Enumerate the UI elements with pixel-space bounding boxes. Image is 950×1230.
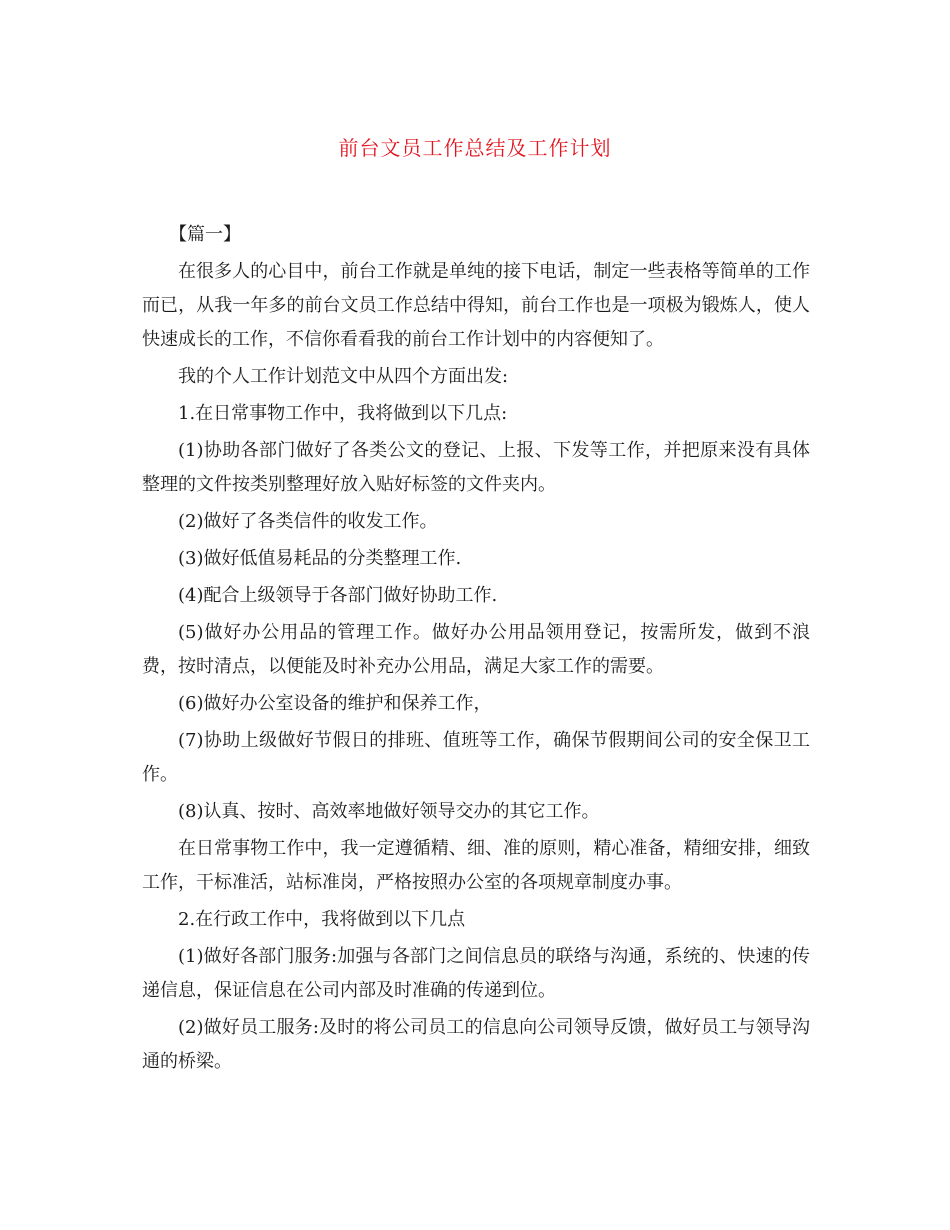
paragraph-item-1: (1)协助各部门做好了各类公文的登记、上报、下发等工作，并把原来没有具体整理的文件按类别整理好放入贴好标签的文件夹内。 (142, 440, 810, 495)
paragraph-item-8: (8)认真、按时、高效率地做好领导交办的其它工作。 (178, 801, 600, 822)
paragraph-item-3: (3)做好低值易耗品的分类整理工作. (178, 548, 462, 569)
paragraph-heading-daily: 1.在日常事物工作中，我将做到以下几点: (178, 403, 508, 424)
document-title: 前台文员工作总结及工作计划 (338, 136, 612, 160)
paragraph-admin-item-2: (2)做好员工服务:及时的将公司员工的信息向公司领导反馈，做好员工与领导沟通的桥梁。 (142, 1017, 810, 1072)
paragraph-item-2: (2)做好了各类信件的收发工作。 (178, 511, 438, 532)
paragraph-intro: 在很多人的心目中，前台工作就是单纯的接下电话，制定一些表格等简单的工作而已，从我一年多的前台文员工作总结中得知，前台工作也是一项极为锻炼人，使人快速成长的工作，不信你看看我的前台工作计划中的内容便知了。 (142, 261, 810, 350)
paragraph-item-6: (6)做好办公室设备的维护和保养工作， (178, 693, 492, 714)
document-body (142, 218, 810, 1082)
paragraph-item-4: (4)配合上级领导于各部门做好协助工作. (178, 585, 498, 606)
paragraph-item-7: (7)协助上级做好节假日的排班、值班等工作，确保节假期间公司的安全保卫工作。 (142, 730, 810, 785)
paragraph-plan-overview: 我的个人工作计划范文中从四个方面出发: (178, 366, 509, 387)
section-tag: 【篇一】 (169, 224, 241, 245)
paragraph-item-5: (5)做好办公用品的管理工作。做好办公用品领用登记，按需所发，做到不浪费，按时清点，以便能及时补充办公用品，满足大家工作的需要。 (142, 622, 810, 677)
paragraph-admin-item-1: (1)做好各部门服务:加强与各部门之间信息员的联络与沟通，系统的、快速的传递信息，保证信息在公司内部及时准确的传递到位。 (142, 946, 810, 1001)
paragraph-daily-principle: 在日常事物工作中，我一定遵循精、细、准的原则，精心准备，精细安排，细致工作，干标准活，站标准岗，严格按照办公室的各项规章制度办事。 (142, 838, 810, 893)
paragraph-heading-admin: 2.在行政工作中，我将做到以下几点 (178, 909, 466, 930)
